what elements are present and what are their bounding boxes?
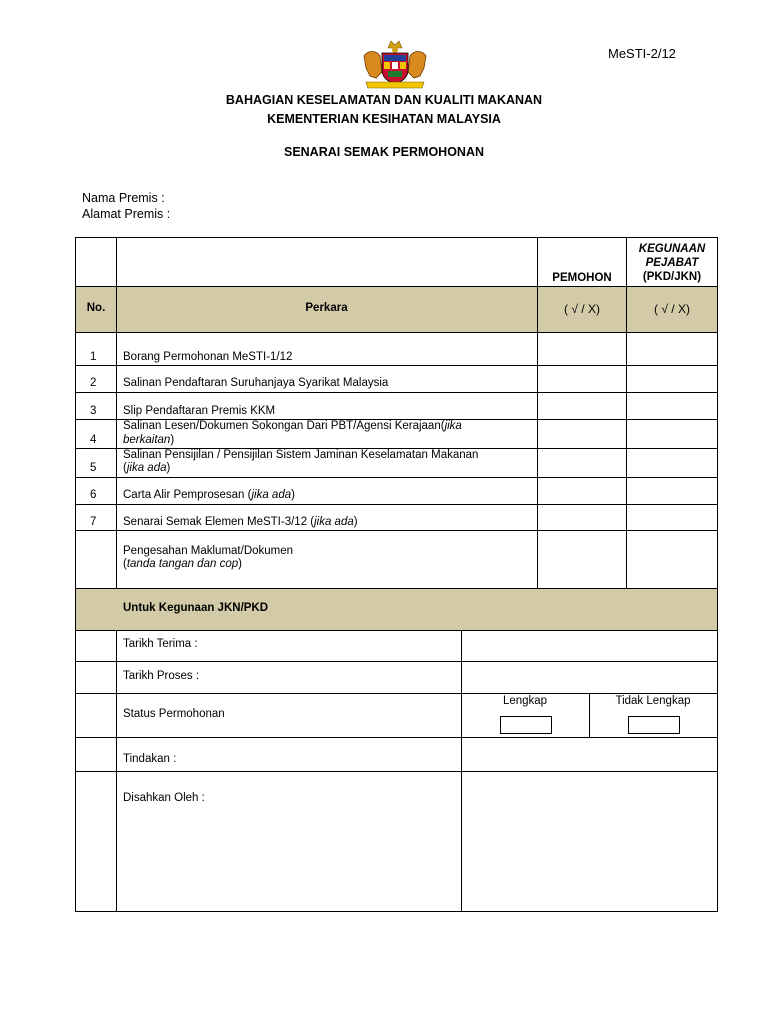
row-item: Borang Permohonan MeSTI-1/12 [123, 351, 293, 363]
row-number: 7 [90, 516, 97, 528]
pemohon-column-header: PEMOHON [552, 272, 612, 284]
pengesahan-note: (tanda tangan dan cop) [123, 558, 242, 570]
ministry-heading: KEMENTERIAN KESIHATAN MALAYSIA [267, 112, 501, 126]
kegunaan-column-header: KEGUNAAN [638, 243, 706, 255]
disahkan-oleh-label: Disahkan Oleh : [123, 792, 205, 804]
row-item-continuation: berkaitan) [123, 434, 175, 446]
office-section-title: Untuk Kegunaan JKN/PKD [123, 602, 269, 614]
row-item: Salinan Pensijilan / Pensijilan Sistem Jaminan Keselamatan Makanan [123, 449, 479, 461]
pkd-jkn-column-header: (PKD/JKN) [642, 271, 702, 283]
form-code: MeSTI-2/12 [608, 46, 676, 61]
document-title: SENARAI SEMAK PERMOHONAN [283, 145, 484, 159]
tarikh-terima-label: Tarikh Terima : [123, 638, 198, 650]
lengkap-label: Lengkap [502, 695, 548, 707]
perkara-column-header: Perkara [305, 302, 348, 314]
alamat-premis-label: Alamat Premis : [82, 207, 171, 221]
row-number: 6 [90, 489, 97, 501]
row-number: 1 [90, 351, 97, 363]
pengesahan-label: Pengesahan Maklumat/Dokumen [123, 545, 294, 557]
row-number: 2 [90, 377, 97, 389]
tindakan-label: Tindakan : [123, 753, 177, 765]
row-item: Slip Pendaftaran Premis KKM [123, 405, 276, 417]
no-column-header: No. [86, 302, 106, 314]
tarikh-proses-label: Tarikh Proses : [123, 670, 200, 682]
row-item: Salinan Lesen/Dokumen Sokongan Dari PBT/Agensi Kerajaan(jika [123, 420, 462, 432]
status-permohonan-label: Status Permohonan [123, 708, 225, 720]
pejabat-tick-legend: ( √ / X) [654, 302, 690, 316]
pejabat-column-header: PEJABAT [645, 257, 699, 269]
lengkap-checkbox[interactable] [500, 716, 552, 734]
row-number: 5 [90, 462, 97, 474]
row-item: Carta Alir Pemprosesan (jika ada) [123, 489, 295, 501]
tidak-lengkap-label: Tidak Lengkap [615, 695, 691, 707]
row-number: 3 [90, 405, 97, 417]
tidak-lengkap-checkbox[interactable] [628, 716, 680, 734]
row-number: 4 [90, 434, 97, 446]
nama-premis-label: Nama Premis : [82, 191, 165, 205]
coat-of-arms-icon [358, 38, 432, 90]
row-item-continuation: (jika ada) [123, 462, 171, 474]
row-item: Salinan Pendaftaran Suruhanjaya Syarikat Malaysia [123, 377, 389, 389]
department-heading: BAHAGIAN KESELAMATAN DAN KUALITI MAKANAN [225, 93, 543, 107]
pemohon-tick-legend: ( √ / X) [564, 302, 600, 316]
row-item: Senarai Semak Elemen MeSTI-3/12 (jika ada) [123, 516, 358, 528]
